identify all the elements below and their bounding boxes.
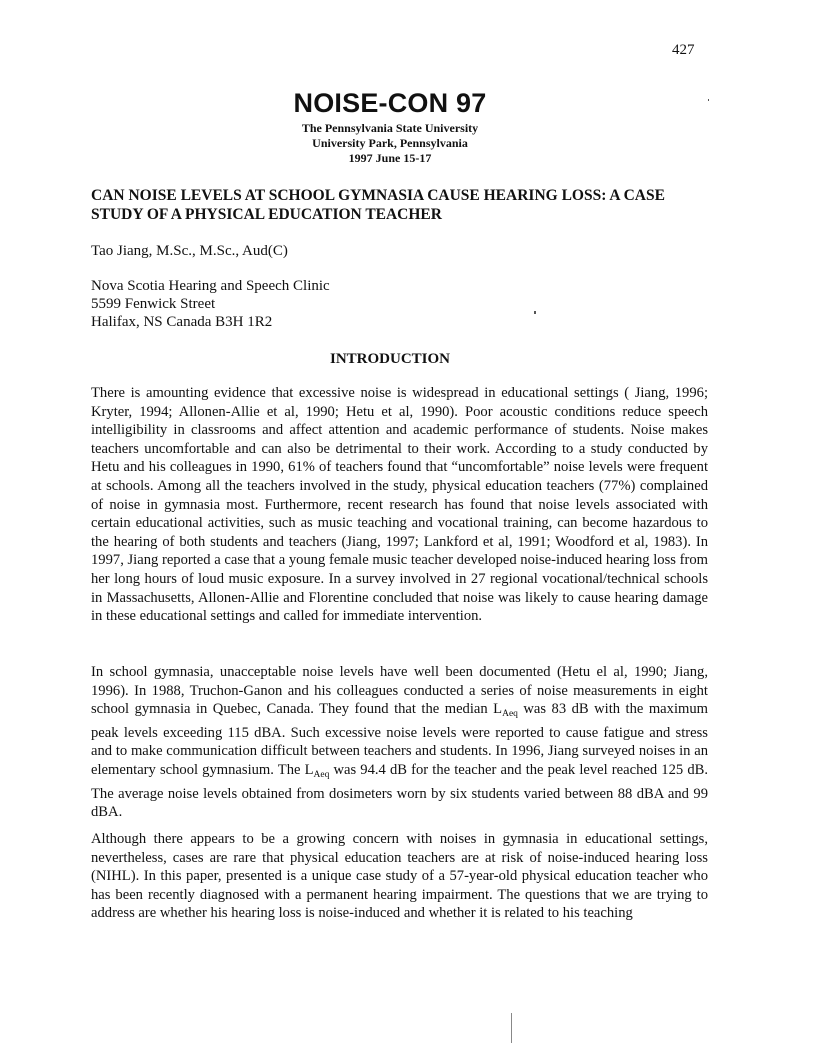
- laeq-subscript-2: Aeq: [313, 769, 330, 780]
- section-heading: INTRODUCTION: [329, 351, 450, 367]
- affiliation-street: 5599 Fenwick Street: [91, 296, 216, 312]
- scan-line-mark: [511, 1013, 512, 1043]
- scan-speck: [534, 311, 536, 314]
- author-line: Tao Jiang, M.Sc., M.Sc., Aud(C): [91, 243, 288, 259]
- para2-text-b: was 83 dB with the maximum peak levels exceeding 115 dBA. Such excessive noise levels were reported to cause fatigue and stress and to make communication difficult between teachers and students. In 1996, Jiang surveyed noises in an elementary school gymnasium. The L: [91, 701, 709, 778]
- conference-venue: The Pennsylvania State University: [301, 121, 479, 135]
- intro-paragraph-2: [91, 663, 708, 822]
- scan-speck-top: [708, 99, 709, 101]
- paper-title: [91, 186, 721, 224]
- para2-text-c: was 94.4 dB for the teacher and the peak level reached 125 dB. The average noise levels obtained from dosimeters worn by six students varied between 88 dBA and 99 dBA.: [91, 761, 709, 821]
- conference-title: NOISE-CON 97: [293, 88, 487, 118]
- affiliation-city: Halifax, NS Canada B3H 1R2: [91, 314, 273, 330]
- para2-text-a: In school gymnasia, unacceptable noise levels have well been documented (Hetu el al, 1990; Jiang, 1996). In 1988, Truchon-Ganon and his colleagues conducted a series of noise measurements in eight school gymnasia in Quebec, Canada. They found that the median L: [91, 664, 708, 718]
- conference-location: University Park, Pennsylvania: [312, 136, 468, 150]
- intro-paragraph-3: Although there appears to be a growing concern with noises in gymnasia in educational settings, nevertheless, cases are rare that physical education teachers are at risk of noise-induced hearing loss (NIHL). In this paper, presented is a unique case study of a 57-year-old physical education teacher who has been recently diagnosed with a permanent hearing impairment. The questions that we are trying to address are whether his hearing loss is noise-induced and whether it is related to his teaching: [91, 831, 708, 922]
- intro-paragraph-1: There is amounting evidence that excessive noise is widespread in educational settings ( Jiang, 1996; Kryter, 1994; Allonen-Allie et al, 1990; Hetu et al, 1990). Poor acoustic conditions reduce speech intelligibility in classrooms and affect attention and academic performance of students. Noise makes teachers uncomfortable and can also be detrimental to their work. According to a study conducted by Hetu and his colleagues in 1990, 61% of teachers found that “uncomfortable” noise levels were frequent at schools. Among all the teachers involved in the study, physical education teachers (77%) complained of noise in gymnasia most. Furthermore, recent research has found that noise levels associated with certain educational activities, such as music teaching and vocational training, can become hazardous to the hearing of both students and teachers (Jiang, 1997; Lankford et al, 1991; Woodford et al, 1983). In 1997, Jiang reported a case that a young female music teacher developed noise-induced hearing loss from her long hours of loud music exposure. In a survey involved in 27 regional vocational/technical schools in Massachusetts, Allonen-Allie and Florentine concluded that noise was likely to cause hearing damage in these educational settings and called for immediate intervention.: [91, 385, 708, 625]
- paper-title-line-1: CAN NOISE LEVELS AT SCHOOL GYMNASIA CAUSE HEARING LOSS: A CASE: [91, 187, 665, 204]
- conference-dates: 1997 June 15-17: [348, 151, 432, 165]
- laeq-subscript-1: Aeq: [502, 709, 518, 720]
- affiliation-clinic: Nova Scotia Hearing and Speech Clinic: [91, 278, 330, 294]
- paper-title-line-2: STUDY OF A PHYSICAL EDUCATION TEACHER: [91, 206, 442, 223]
- page-number: 427: [672, 42, 695, 58]
